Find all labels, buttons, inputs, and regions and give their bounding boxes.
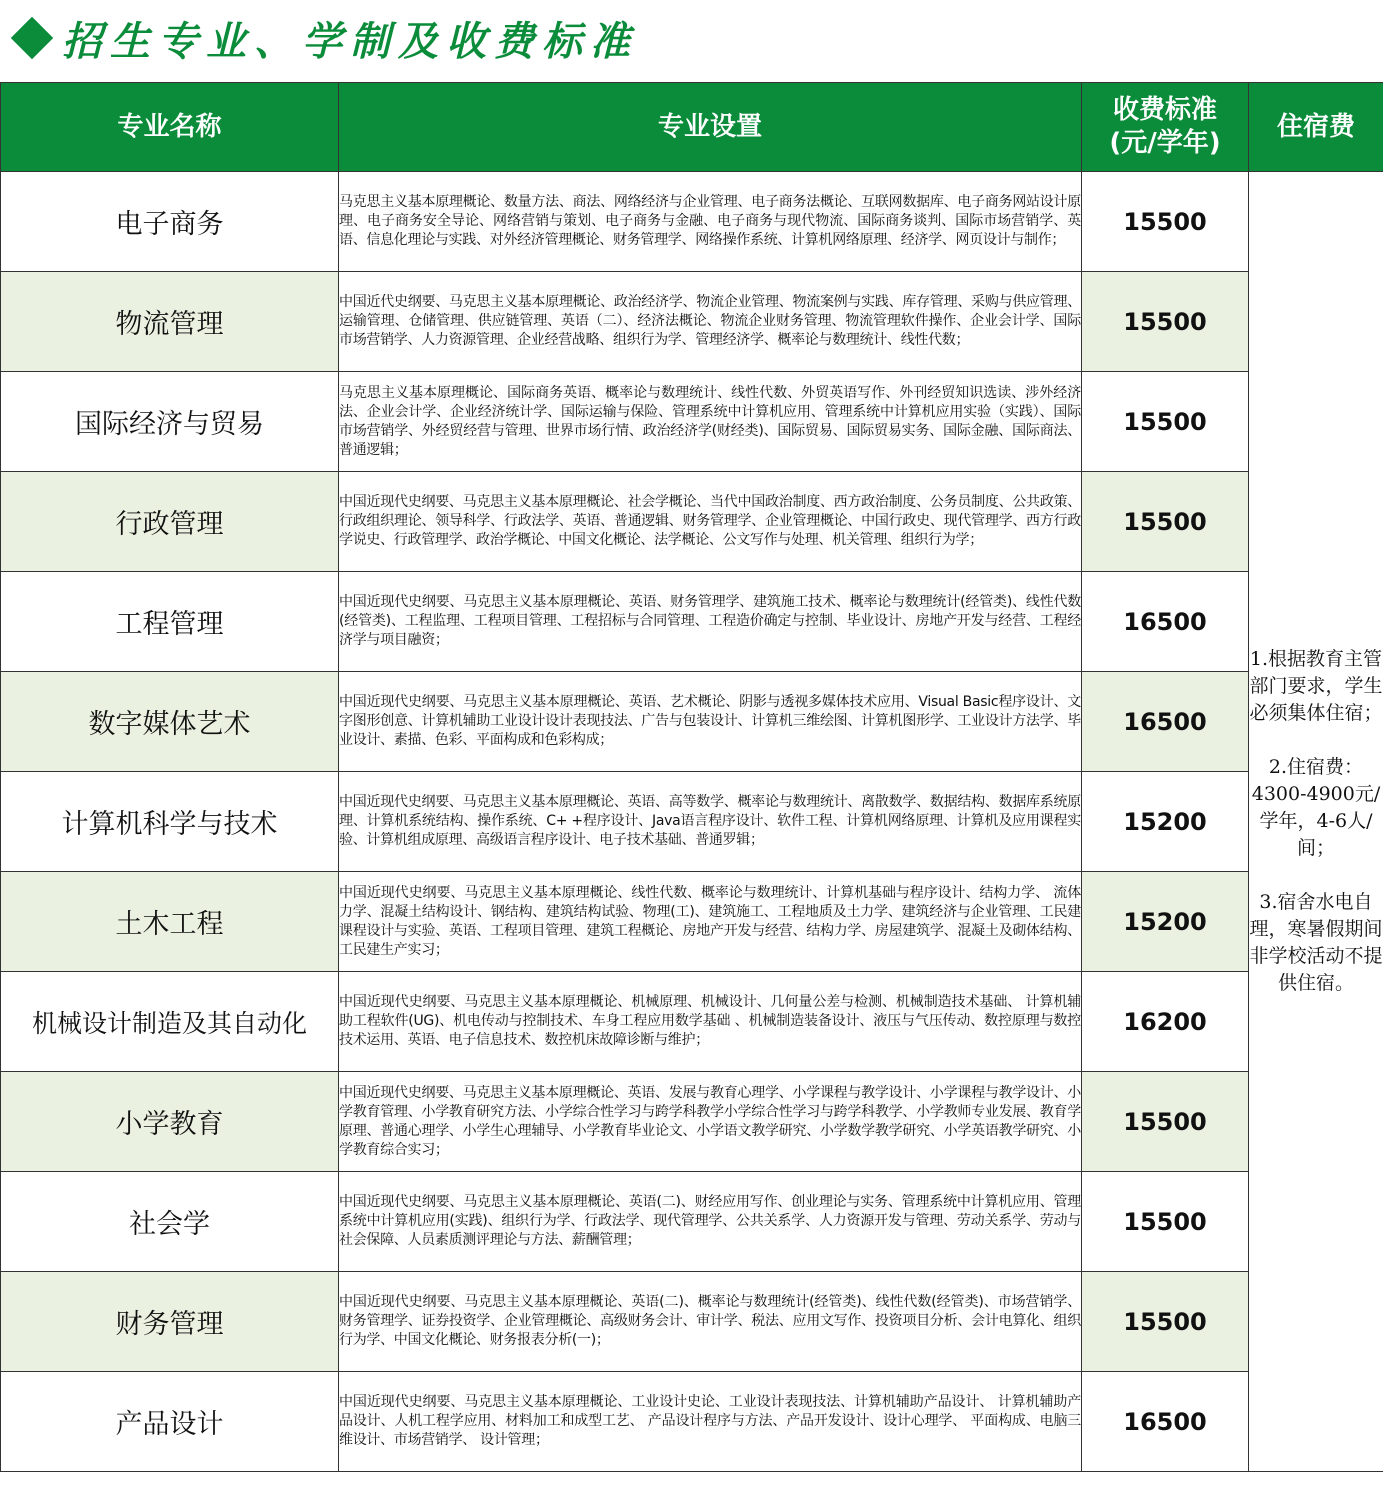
major-name: 机械设计制造及其自动化 [1, 972, 339, 1072]
table-row [1, 1172, 1383, 1272]
table-row [1, 1072, 1383, 1172]
major-name: 工程管理 [1, 572, 339, 672]
major-name: 产品设计 [1, 1372, 339, 1472]
fee-table [0, 82, 1383, 1472]
major-name: 土木工程 [1, 872, 339, 972]
major-fee: 15500 [1082, 1272, 1249, 1372]
lodging-fee-notes [1249, 172, 1383, 1472]
table-row [1, 1272, 1383, 1372]
major-courses: 中国近现代史纲要、马克思主义基本原理概论、线性代数、概率论与数理统计、计算机基础与程序设计、结构力学、 流体力学、混凝土结构设计、钢结构、建筑结构试验、物理(工)、建筑施工、工程地质及土力学、建筑经济与企业管理、工民建课程设计与实验、英语、工程项目管理、建筑工程概论、房地产开发与经营、结构力学、房屋建筑学、混凝土及砌体结构、工民建生产实习； [339, 872, 1082, 972]
major-name: 国际经济与贸易 [1, 372, 339, 472]
major-name: 数字媒体艺术 [1, 672, 339, 772]
major-courses: 中国近现代史纲要、马克思主义基本原理概论、机械原理、机械设计、几何量公差与检测、机械制造技术基础、 计算机辅助工程软件(UG)、机电传动与控制技术、车身工程应用数学基础 、机械制造装备设计、液压与气压传动、数控原理与数控技术运用、英语、电子信息技术、数控机床故障诊断与维护； [339, 972, 1082, 1072]
major-name: 物流管理 [1, 272, 339, 372]
major-name: 计算机科学与技术 [1, 772, 339, 872]
major-courses: 中国近现代史纲要、马克思主义基本原理概论、英语、财务管理学、建筑施工技术、概率论与数理统计(经管类)、线性代数(经管类)、工程监理、工程项目管理、工程招标与合同管理、工程造价确定与控制、毕业设计、房地产开发与经营、工程经济学与项目融资； [339, 572, 1082, 672]
table-row [1, 572, 1383, 672]
table-row [1, 372, 1383, 472]
major-fee: 15500 [1082, 172, 1249, 272]
major-courses: 中国近现代史纲要、马克思主义基本原理概论、英语、高等数学、概率论与数理统计、离散数学、数据结构、数据库系统原理、计算机系统结构、操作系统、C+ +程序设计、Java语言程序设计、软件工程、计算机网络原理、计算机及应用课程实验、计算机组成原理、高级语言程序设计、电子技术基础、普通罗辑； [339, 772, 1082, 872]
page-title: 招生专业、学制及收费标准 [62, 18, 638, 65]
lodging-note-2: 2.住宿费：4300-4900元/学年，4-6人/间； [1251, 756, 1381, 859]
major-fee: 15500 [1082, 1072, 1249, 1172]
header-fee-line2: (元/学年) [1109, 128, 1221, 158]
major-fee: 15500 [1082, 1172, 1249, 1272]
major-courses: 中国近现代史纲要、马克思主义基本原理概论、社会学概论、当代中国政治制度、西方政治制度、公务员制度、公共政策、行政组织理论、领导科学、行政法学、英语、普通逻辑、财务管理学、企业管理概论、中国行政史、现代管理学、西方行政学说史、行政管理学、政治学概论、中国文化概论、法学概论、公文写作与处理、机关管理、组织行为学； [339, 472, 1082, 572]
major-courses: 中国近现代史纲要、马克思主义基本原理概论、英语(二)、财经应用写作、创业理论与实务、管理系统中计算机应用、管理系统中计算机应用(实践)、组织行为学、行政法学、现代管理学、公共关系学、人力资源开发与管理、劳动关系学、劳动与社会保障、人员素质测评理论与方法、薪酬管理； [339, 1172, 1082, 1272]
table-row [1, 472, 1383, 572]
header-row [1, 83, 1383, 172]
major-courses: 中国近现代史纲要、马克思主义基本原理概论、英语、发展与教育心理学、小学课程与教学设计、小学课程与教学设计、小学教育管理、小学教育研究方法、小学综合性学习与跨学科教学小学综合性学习与跨学科教学、小学教师专业发展、教育学原理、普通心理学、小学生心理辅导、小学教育毕业论文、小学语文教学研究、小学数学教学研究、小学英语教学研究、小学教育综合实习； [339, 1072, 1082, 1172]
major-name: 社会学 [1, 1172, 339, 1272]
major-courses: 中国近现代史纲要、马克思主义基本原理概论、工业设计史论、工业设计表现技法、计算机辅助产品设计、 计算机辅助产品设计、人机工程学应用、材料加工和成型工艺、 产品设计程序与方法、产品开发设计、设计心理学、 平面构成、电脑三维设计、市场营销学、 设计管理； [339, 1372, 1082, 1472]
major-courses: 中国近现代史纲要、马克思主义基本原理概论、英语、艺术概论、阴影与透视多媒体技术应用、Visual Basic程序设计、文字图形创意、计算机辅助工业设计设计表现技法、广告与包装设计、计算机三维绘图、计算机图形学、工业设计方法学、毕业设计、素描、色彩、平面构成和色彩构成； [339, 672, 1082, 772]
title-bar [0, 0, 1383, 82]
header-fee-line1: 收费标准 [1112, 95, 1217, 125]
major-fee: 16500 [1082, 1372, 1249, 1472]
lodging-note-3: 3.宿舍水电自理，寒暑假期间非学校活动不提供住宿。 [1249, 891, 1383, 994]
table-row [1, 672, 1383, 772]
major-fee: 15500 [1082, 272, 1249, 372]
major-courses: 中国近现代史纲要、马克思主义基本原理概论、英语(二)、概率论与数理统计(经管类)、线性代数(经管类)、市场营销学、财务管理学、证券投资学、企业管理概论、高级财务会计、审计学、税法、应用文写作、投资项目分析、会计电算化、组织行为学、中国文化概论、财务报表分析(一)； [339, 1272, 1082, 1372]
table-row [1, 172, 1383, 272]
major-fee: 15200 [1082, 872, 1249, 972]
major-courses: 马克思主义基本原理概论、国际商务英语、概率论与数理统计、线性代数、外贸英语写作、外刊经贸知识选读、涉外经济法、企业会计学、企业经济统计学、国际运输与保险、管理系统中计算机应用、管理系统中计算机应用实验（实践）、国际市场营销学、外经贸经营与管理、世界市场行情、政治经济学(财经类)、国际贸易、国际贸易实务、国际金融、国际商法、普通逻辑； [339, 372, 1082, 472]
header-courses: 专业设置 [339, 83, 1082, 172]
header-major-name: 专业名称 [1, 83, 339, 172]
major-courses: 马克思主义基本原理概论、数量方法、商法、网络经济与企业管理、电子商务法概论、互联网数据库、电子商务网站设计原理、电子商务安全导论、网络营销与策划、电子商务与金融、电子商务与现代物流、国际商务谈判、国际市场营销学、英语、信息化理论与实践、对外经济管理概论、财务管理学、网络操作系统、计算机网络原理、经济学、网页设计与制作； [339, 172, 1082, 272]
lodging-note-1: 1.根据教育主管部门要求，学生必须集体住宿； [1249, 648, 1383, 724]
table-row [1, 772, 1383, 872]
major-name: 小学教育 [1, 1072, 339, 1172]
header-fee [1082, 83, 1249, 172]
table-row [1, 1372, 1383, 1472]
table-row [1, 872, 1383, 972]
major-name: 财务管理 [1, 1272, 339, 1372]
header-lodging: 住宿费 [1249, 83, 1383, 172]
major-fee: 16200 [1082, 972, 1249, 1072]
major-fee: 16500 [1082, 672, 1249, 772]
major-fee: 15500 [1082, 472, 1249, 572]
major-name: 行政管理 [1, 472, 339, 572]
table-row [1, 972, 1383, 1072]
diamond-bullet-icon [11, 17, 53, 59]
major-fee: 15200 [1082, 772, 1249, 872]
major-name: 电子商务 [1, 172, 339, 272]
major-fee: 16500 [1082, 572, 1249, 672]
major-courses: 中国近代史纲要、马克思主义基本原理概论、政治经济学、物流企业管理、物流案例与实践、库存管理、采购与供应管理、运输管理、仓储管理、供应链管理、英语（二）、经济法概论、物流企业财务管理、物流管理软件操作、企业会计学、国际市场营销学、人力资源管理、企业经营战略、组织行为学、管理经济学、概率论与数理统计、线性代数； [339, 272, 1082, 372]
major-fee: 15500 [1082, 372, 1249, 472]
table-row [1, 272, 1383, 372]
